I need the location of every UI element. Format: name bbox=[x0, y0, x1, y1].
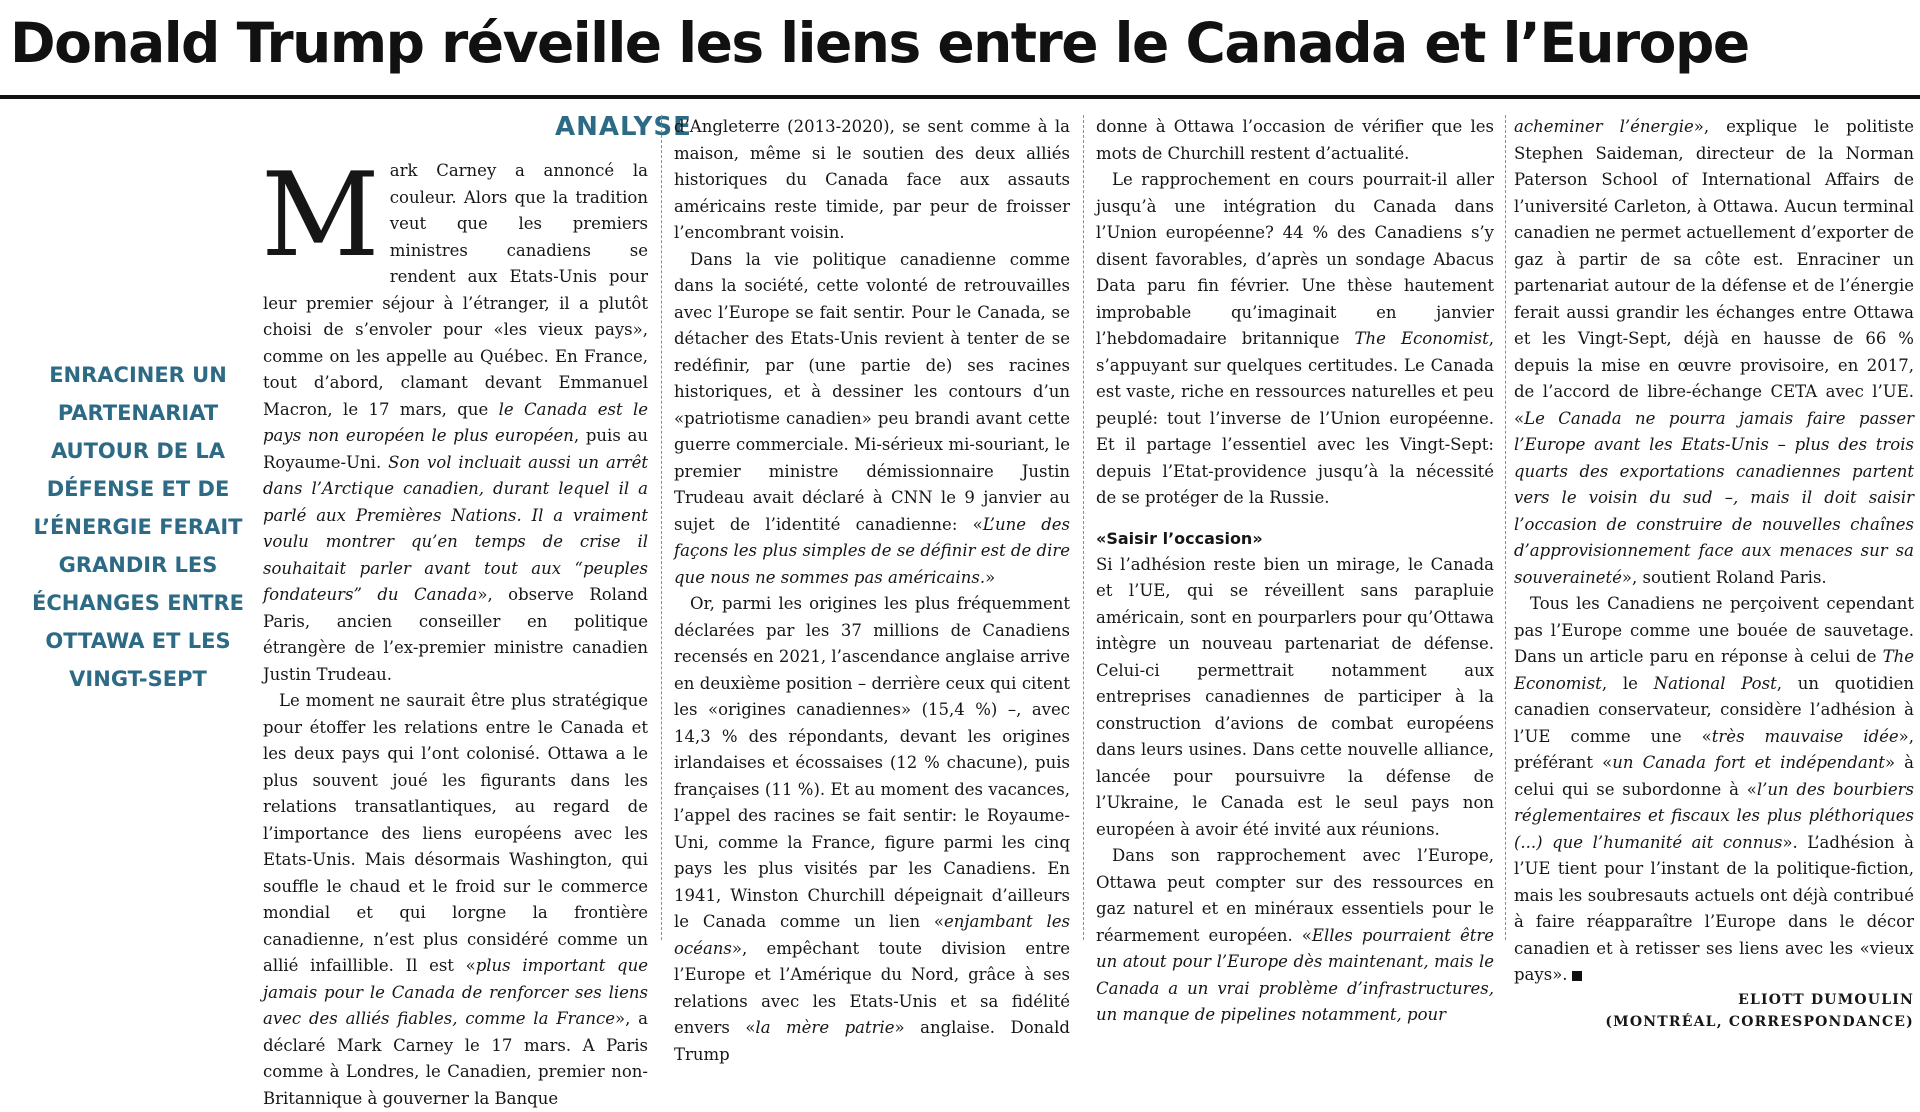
end-mark-icon bbox=[1572, 971, 1582, 981]
text-run: donne à Ottawa l’occasion de vérifier que les mots de Churchill restent d’actualité. bbox=[1096, 117, 1494, 163]
column-2 bbox=[674, 114, 1070, 1064]
italic-run: la mère patrie bbox=[755, 1018, 895, 1037]
column-rule bbox=[1083, 115, 1084, 940]
paragraph bbox=[1096, 843, 1494, 1029]
text-run: », explique le politiste Stephen Saideman, directeur de la Norman Paterson School of International Affairs de l’université Carleton, à Ottawa. Aucun terminal canadien ne permet actuellement d’exporter de gaz à partir de sa côte est. Enraciner un partenariat autour de la défense et de l’énergie ferait aussi grandir les échanges entre Ottawa et les Vingt-Sept, déjà en hausse de 66 % depuis la mise en œuvre provisoire, en 2017, de l’accord de libre-échange CETA avec l’UE. « bbox=[1514, 117, 1914, 428]
paragraph bbox=[261, 148, 649, 688]
text-run: d’Angleterre (2013-2020), se sent comme à la maison, même si le soutien des deux alliés historiques du Canada face aux assauts américains reste timide, par peur de froisser l’encombrant voisin. bbox=[674, 117, 1070, 242]
italic-run: The Economist bbox=[1354, 329, 1489, 348]
text-run: , le bbox=[1601, 673, 1654, 693]
section-rubric: ANALYSE bbox=[555, 112, 692, 142]
paragraph bbox=[263, 688, 648, 1112]
text-run: Tous les Canadiens ne perçoivent cependant pas l’Europe comme une bouée de sauvetage. Dans un article paru en réponse à celui de bbox=[1514, 594, 1914, 666]
text-run: », a déclaré Mark Carney le 17 mars. A Paris comme à Londres, le Canadien, premier non-Britannique à gouverner la Banque bbox=[263, 1009, 648, 1108]
column-3 bbox=[1096, 114, 1494, 1024]
paragraph bbox=[1096, 167, 1494, 512]
paragraph bbox=[674, 591, 1070, 1068]
paragraph bbox=[674, 114, 1070, 247]
italic-run: The Economist bbox=[1514, 647, 1914, 693]
text-run: Dans son rapprochement avec l’Europe, Ottawa peut compter sur des ressources en gaz naturel et en minéraux essentiels pour le réarmement européen. « bbox=[1096, 846, 1494, 945]
text-run: Le moment ne saurait être plus stratégique pour étoffer les relations entre le Canada et les deux pays qui l’ont colonisé. Ottawa a le plus souvent joué les figurants dans les relations transatlantiques, au regard de l’importance des liens européens avec les Etats-Unis. Mais désormais Washington, qui souffle le chaud et le froid sur le commerce mondial et qui lorgne la frontière canadienne, n’est plus considéré comme un allié infaillible. Il est « bbox=[263, 691, 648, 975]
italic-run: National Post bbox=[1653, 673, 1777, 693]
text-run: », empêchant toute division entre l’Europe et l’Amérique du Nord, grâce à ses relations avec les Etats-Unis et sa fidélité envers « bbox=[674, 938, 1070, 1037]
text-run: Dans la vie politique canadienne comme dans la société, cette volonté de retrouvailles avec l’Europe se fait sentir. Pour le Canada, se détacher des Etats-Unis revient à tenter de se redéfinir, par (une partie de) ses racines historiques, et à dessiner les contours d’un «patriotisme canadien» peu brandi avant cette guerre commerciale. Mi-sérieux mi-souriant, le premier ministre démissionnaire Justin Trudeau avait déclaré à CNN le 9 janvier au sujet de l’identité canadienne: « bbox=[674, 249, 1070, 534]
italic-run: très mauvaise idée bbox=[1711, 726, 1899, 746]
text-run: » bbox=[985, 567, 996, 587]
italic-run: acheminer l’énergie bbox=[1514, 117, 1694, 136]
italic-run: un Canada fort et indépendant bbox=[1612, 753, 1885, 772]
italic-run: enjambant les océans bbox=[674, 912, 1070, 958]
italic-run: le Canada est le pays non européen le plus européen bbox=[263, 399, 648, 445]
column-rule bbox=[1505, 115, 1506, 940]
text-run: » à celui qui se subordonne à « bbox=[1514, 753, 1914, 799]
italic-run: plus important que jamais pour le Canada de renforcer ses liens avec des alliés fiables, comme la France bbox=[263, 956, 648, 1028]
column-1 bbox=[261, 148, 649, 1108]
text-run: Si l’adhésion reste bien un mirage, le Canada et l’UE, qui se réveillent sans parapluie américain, sont en pourparlers pour qu’Ottawa intègre un nouveau partenariat de défense. Celui-ci permettrait notamment aux entreprises canadiennes de participer à la construction d’avions de combat européens dans leurs usines. Dans cette nouvelle alliance, lancée pour poursuivre la défense de l’Ukraine, le Canada est le seul pays non européen à avoir été invité aux réunions. bbox=[1096, 554, 1494, 839]
text-run: , s’appuyant sur quelques certitudes. Le Canada est vaste, riche en ressources naturelles et peu peuplé: tout l’inverse de l’Union européenne. Et il partage l’essentiel avec les Vingt-Sept: depuis l’Etat-providence jusqu’à la nécessité de se protéger de la Russie. bbox=[1096, 329, 1494, 507]
headline: Donald Trump réveille les liens entre le Canada et l’Europe bbox=[10, 11, 1749, 75]
text-run: ». L’adhésion à l’UE tient pour l’instant de la politique-fiction, mais les soubresauts actuels ont déjà contribué à faire réapparaître l’Europe dans le décor canadien et à retisser ses liens avec les «vieux pays». bbox=[1514, 832, 1914, 984]
italic-run: Son vol incluait aussi un arrêt dans l’Arctique canadien, durant lequel il a parlé aux Premières Nations. Il a vraiment voulu montrer qu’en temps de crise il souhaitait parler avant tout aux “peuples fondateurs” du Canada bbox=[263, 452, 648, 604]
paragraph bbox=[674, 247, 1070, 592]
subheading: «Saisir l’occasion» bbox=[1096, 528, 1263, 548]
byline-author: ELIOTT DUMOULIN bbox=[1738, 991, 1914, 1008]
paragraph bbox=[1514, 591, 1914, 989]
text-run: », observe Roland Paris, ancien conseiller en politique étrangère de l’ex-premier ministre canadien Justin Trudeau. bbox=[263, 585, 648, 684]
text-run: , puis au Royaume-Uni. bbox=[263, 426, 649, 472]
byline-location: (MONTRÉAL, CORRESPONDANCE) bbox=[1605, 1013, 1914, 1030]
headline-rule bbox=[0, 95, 1920, 99]
text-run: ark Carney a annoncé la couleur. Alors que la tradition veut que les premiers ministres canadiens se rendent aux Etats-Unis pour leur premier séjour à l’étranger, il a plutôt choisi de s’envoler pour «les vieux pays», comme on les appelle au Québec. En France, tout d’abord, clamant devant Emmanuel Macron, le 17 mars, que bbox=[263, 161, 648, 419]
pull-quote: ENRACINER UN PARTENARIAT AUTOUR DE LA DÉFENSE ET DE L’ÉNERGIE FERAIT GRANDIR LES ÉCHANGES ENTRE OTTAWA ET LES VINGT-SEPT bbox=[32, 363, 244, 691]
paragraph bbox=[1096, 552, 1494, 844]
italic-run: Elles pourraient être un atout pour l’Europe dès maintenant, mais le Canada a un vrai problème d’infrastructures, un manque de pipelines notamment, pour bbox=[1096, 925, 1494, 1024]
column-4 bbox=[1514, 114, 1914, 1030]
column-rule bbox=[661, 115, 662, 940]
text-run: », soutient Roland Paris. bbox=[1621, 567, 1827, 587]
drop-cap: M bbox=[261, 148, 380, 283]
paragraph bbox=[1514, 114, 1914, 591]
italic-run: l’un des bourbiers réglementaires et fiscaux les plus pléthoriques (...) que l’humanité ait connus bbox=[1514, 779, 1914, 852]
text-run: Le rapprochement en cours pourrait-il aller jusqu’à une intégration du Canada dans l’Union européenne? 44 % des Canadiens s’y disent favorables, d’après un sondage Abacus Data paru fin février. Une thèse hautement improbable qu’imaginait en janvier l’hebdomadaire britannique bbox=[1096, 170, 1494, 348]
italic-run: L’une des façons les plus simples de se définir est de dire que nous ne sommes pas américains. bbox=[674, 514, 1070, 587]
text-run: » anglaise. Donald Trump bbox=[674, 1018, 1070, 1064]
paragraph bbox=[1096, 114, 1494, 167]
text-run: Or, parmi les origines les plus fréquemment déclarées par les 37 millions de Canadiens recensés en 2021, l’ascendance anglaise arrive en deuxième position – derrière ceux qui citent les «origines canadiennes» (15,4 %) –, avec 14,3 % des répondants, devant les origines irlandaises et écossaises (12 % chacune), puis françaises (11 %). Et au moment des vacances, l’appel des racines se fait sentir: le Royaume-Uni, comme la France, figure parmi les cinq pays les plus visités par les Canadiens. En 1941, Winston Churchill dépeignait d’ailleurs le Canada comme un lien « bbox=[674, 594, 1070, 931]
italic-run: Le Canada ne pourra jamais faire passer l’Europe avant les Etats-Unis – plus des trois quarts des exportations canadiennes partent vers le voisin du sud –, mais il doit saisir l’occasion de construire de nouvelles chaînes d’approvisionnement face aux menaces sur sa souveraineté bbox=[1514, 408, 1914, 587]
text-run: », préférant « bbox=[1514, 726, 1914, 772]
text-run: , un quotidien canadien conservateur, considère l’adhésion à l’UE comme une « bbox=[1514, 673, 1914, 746]
